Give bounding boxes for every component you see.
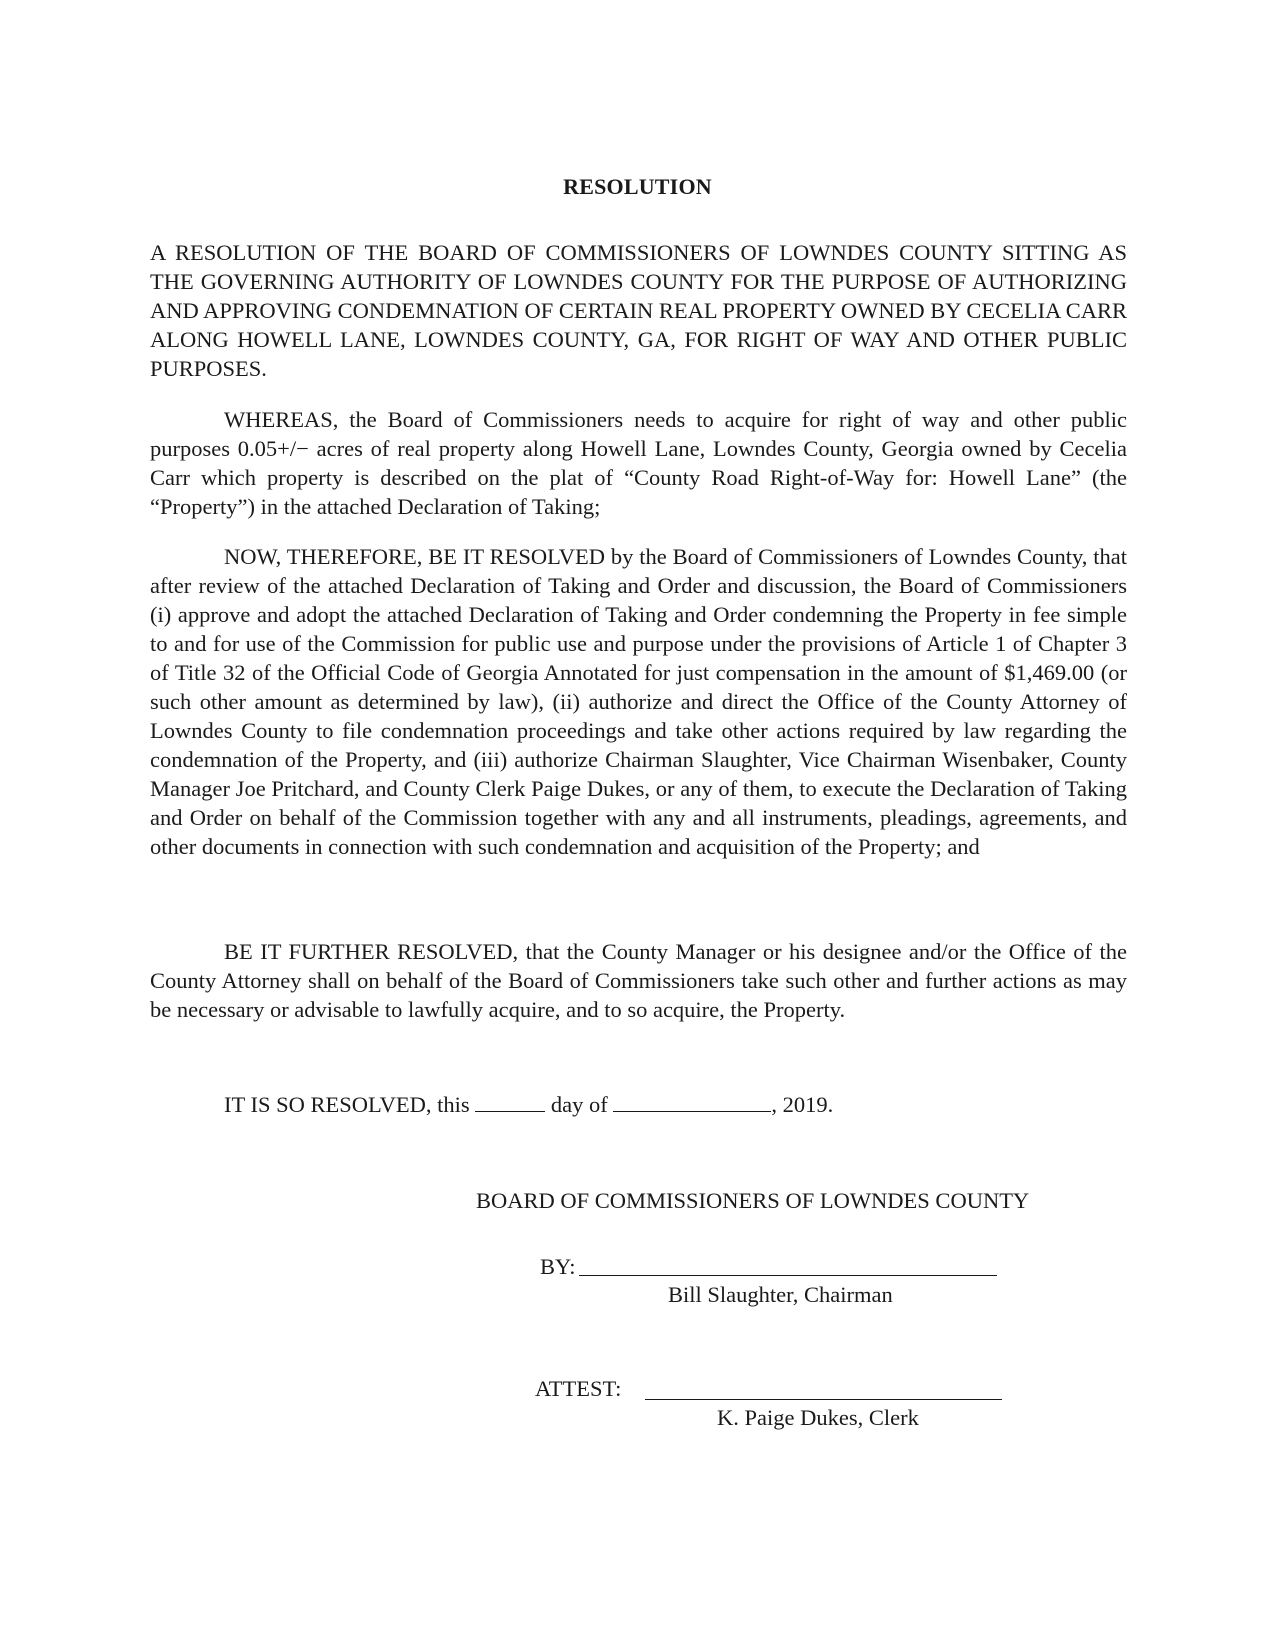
so-resolved-day-text: day of	[550, 1092, 608, 1117]
board-name: BOARD OF COMMISSIONERS OF LOWNDES COUNTY	[476, 1188, 1030, 1213]
whereas-paragraph: WHEREAS, the Board of Commissioners needs to acquire for right of way and other public purposes 0.05+/− acres of real property along Howell Lane, Lowndes County, Georgia owned by Cecelia Carr which property is described on the plat of “County Road Right-of-Way for: Howell Lane” (the “Property”) in the attached Declaration of Taking;	[150, 407, 1127, 519]
so-resolved-line	[224, 1090, 833, 1119]
document-title: RESOLUTION	[563, 174, 712, 199]
clerk-name: K. Paige Dukes, Clerk	[717, 1405, 919, 1430]
resolved-paragraph: NOW, THEREFORE, BE IT RESOLVED by the Board of Commissioners of Lowndes County, that after review of the attached Declaration of Taking and Order and discussion, the Board of Commissioners (i) approve and adopt the attached Declaration of Taking and Order condemning the Property in fee simple to and for use of the Commission for public use and purpose under the provisions of Article 1 of Chapter 3 of Title 32 of the Official Code of Georgia Annotated for just compensation in the amount of $1,469.00 (or such other amount as determined by law), (ii) authorize and direct the Office of the County Attorney of Lowndes County to file condemnation proceedings and take other actions required by law regarding the condemnation of the Property, and (iii) authorize Chairman Slaughter, Vice Chairman Wisenbaker, County Manager Joe Pritchard, and County Clerk Paige Dukes, or any of them, to execute the Declaration of Taking and Order on behalf of the Commission together with any and all instruments, pleadings, agreements, and other documents in connection with such condemnation and acquisition of the Property; and	[150, 544, 1127, 859]
day-blank[interactable]	[475, 1091, 545, 1112]
resolution-caption: A RESOLUTION OF THE BOARD OF COMMISSIONERS OF LOWNDES COUNTY SITTING AS THE GOVERNING AUTHORITY OF LOWNDES COUNTY FOR THE PURPOSE OF AUTHORIZING AND APPROVING CONDEMNATION OF CERTAIN REAL PROPERTY OWNED BY CECELIA CARR ALONG HOWELL LANE, LOWNDES COUNTY, GA, FOR RIGHT OF WAY AND OTHER PUBLIC PURPOSES.	[150, 240, 1127, 381]
so-resolved-prefix: IT IS SO RESOLVED, this	[224, 1092, 470, 1117]
chairman-name: Bill Slaughter, Chairman	[668, 1282, 893, 1307]
attest-label: ATTEST:	[535, 1376, 622, 1401]
further-resolved-paragraph: BE IT FURTHER RESOLVED, that the County Manager or his designee and/or the Office of the County Attorney shall on behalf of the Board of Commissioners take such other and further actions as may be necessary or advisable to lawfully acquire, and to so acquire, the Property.	[150, 939, 1127, 1022]
by-label: BY:	[540, 1254, 576, 1279]
clerk-signature-line[interactable]	[645, 1377, 1002, 1400]
chairman-signature-line[interactable]	[579, 1253, 997, 1276]
month-blank[interactable]	[613, 1091, 771, 1112]
so-resolved-year: , 2019.	[771, 1092, 834, 1117]
